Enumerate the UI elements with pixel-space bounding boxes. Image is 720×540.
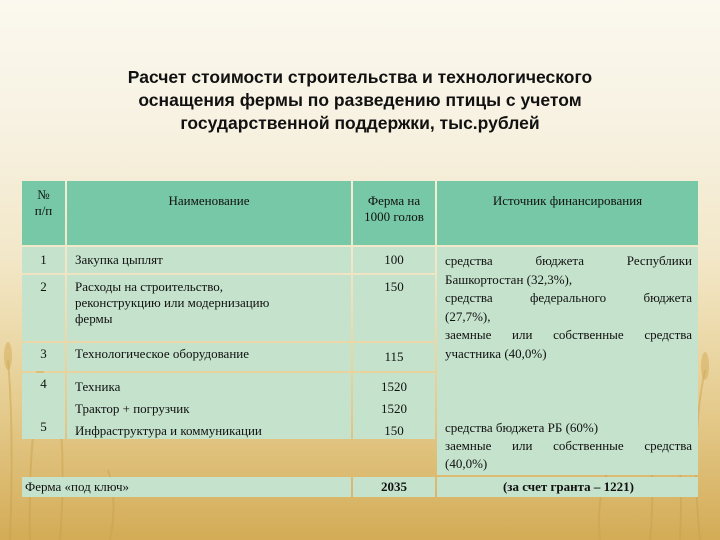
header-source: Источник финансирования (437, 181, 698, 245)
total-label: Ферма «под ключ» (22, 477, 351, 497)
source-block-2: средства бюджета РБ (60%) заемные или собственные средства (40,0%) (437, 417, 698, 475)
rows-4-5-name: Техника Трактор + погрузчик Инфраструктура и коммуникации (67, 373, 351, 439)
source-block-1: средства бюджета Республики Башкортостан (32,3%), средства федерального бюджета (27,7%), заемные или собственные средства участника (40,0%) (437, 247, 698, 417)
row-1-farm: 100 (353, 247, 435, 273)
source-total: (за счет гранта – 1221) (437, 477, 698, 497)
row-5-num: 5 (22, 417, 65, 439)
row-3-num: 3 (22, 343, 65, 371)
row-3-name: Технологическое оборудование (67, 343, 351, 371)
row-4-num: 4 (22, 373, 65, 417)
total-farm: 2035 (353, 477, 435, 497)
title-line: оснащения фермы по разведению птицы с учетом (138, 90, 582, 110)
slide-title (60, 66, 660, 135)
title-line: Расчет стоимости строительства и технологического (127, 67, 593, 87)
header-farm: Ферма на 1000 голов (353, 181, 435, 245)
rows-4-5-farm: 1520 1520 150 (353, 373, 435, 439)
header-num: № п/п (22, 181, 65, 245)
row-1-num: 1 (22, 247, 65, 273)
header-name: Наименование (67, 181, 351, 245)
row-2-farm: 150 (353, 275, 435, 341)
financing-table (22, 181, 698, 497)
row-2-num: 2 (22, 275, 65, 341)
row-2-name: Расходы на строительство, реконструкцию или модернизацию фермы (67, 275, 351, 341)
row-3-farm: 115 (353, 343, 435, 371)
row-1-name: Закупка цыплят (67, 247, 351, 273)
title-line: государственной поддержки, тыс.рублей (180, 113, 540, 133)
